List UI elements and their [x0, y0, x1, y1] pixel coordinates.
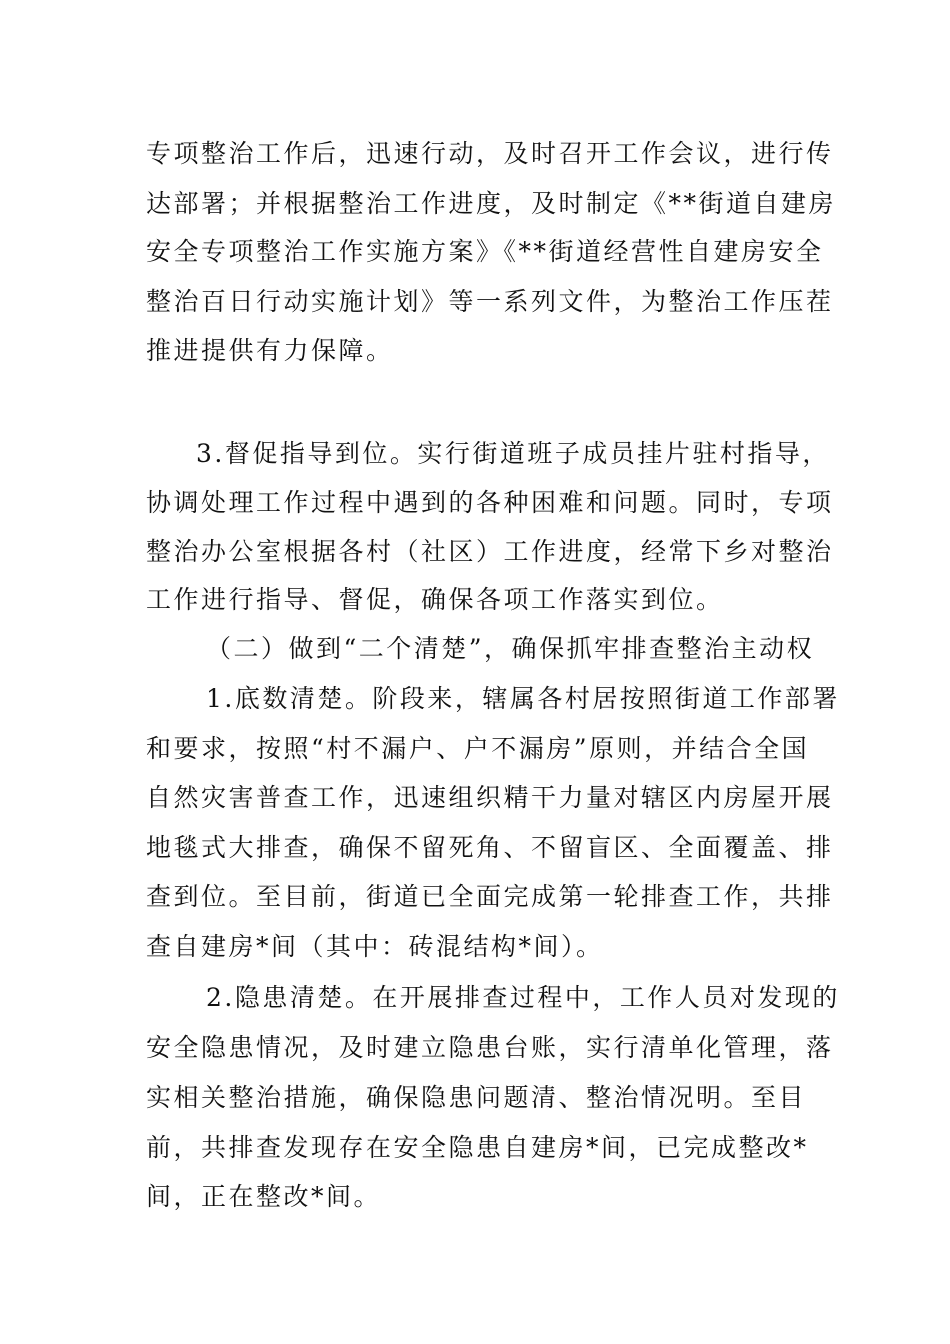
text-line: 推进提供有力保障。: [146, 336, 394, 365]
text-line: 查到位。至目前，街道已全面完成第一轮排查工作，共排: [146, 882, 834, 911]
text-line: 间，正在整改*间。: [146, 1182, 382, 1211]
text-line: 2.隐患清楚。在开展排查过程中，工作人员对发现的: [206, 983, 840, 1012]
text-line: 3.督促指导到位。实行街道班子成员挂片驻村指导，: [196, 439, 830, 468]
text-line: 协调处理工作过程中遇到的各种困难和问题。同时，专项: [146, 488, 834, 517]
text-line: 查自建房*间（其中：砖混结构*间）。: [146, 932, 604, 961]
text-line: 实相关整治措施，确保隐患问题清、整治情况明。至目: [146, 1083, 807, 1112]
text-line: 整治办公室根据各村（社区）工作进度，经常下乡对整治: [146, 537, 834, 566]
text-line: 1.底数清楚。阶段来，辖属各村居按照街道工作部署: [206, 684, 840, 713]
text-line: 自然灾害普查工作，迅速组织精干力量对辖区内房屋开展: [146, 783, 834, 812]
text-line: 地毯式大排查，确保不留死角、不留盲区、全面覆盖、排: [146, 833, 834, 862]
text-line: 前，共排查发现存在安全隐患自建房*间，已完成整改*: [146, 1133, 809, 1162]
text-line: 工作进行指导、督促，确保各项工作落实到位。: [146, 585, 724, 614]
text-line: 专项整治工作后，迅速行动，及时召开工作会议，进行传: [146, 139, 834, 168]
text-line: 安全隐患情况，及时建立隐患台账，实行清单化管理，落: [146, 1033, 834, 1062]
text-line: 达部署；并根据整治工作进度，及时制定《**街道自建房: [146, 189, 837, 218]
text-line: 安全专项整治工作实施方案》《**街道经营性自建房安全: [146, 237, 824, 266]
text-line: 和要求，按照“村不漏户、户不漏房”原则，并结合全国: [146, 734, 810, 763]
section-heading: （二）做到“二个清楚”，确保抓牢排查整治主动权: [206, 634, 815, 663]
text-line: 整治百日行动实施计划》等一系列文件，为整治工作压茬: [146, 287, 834, 316]
